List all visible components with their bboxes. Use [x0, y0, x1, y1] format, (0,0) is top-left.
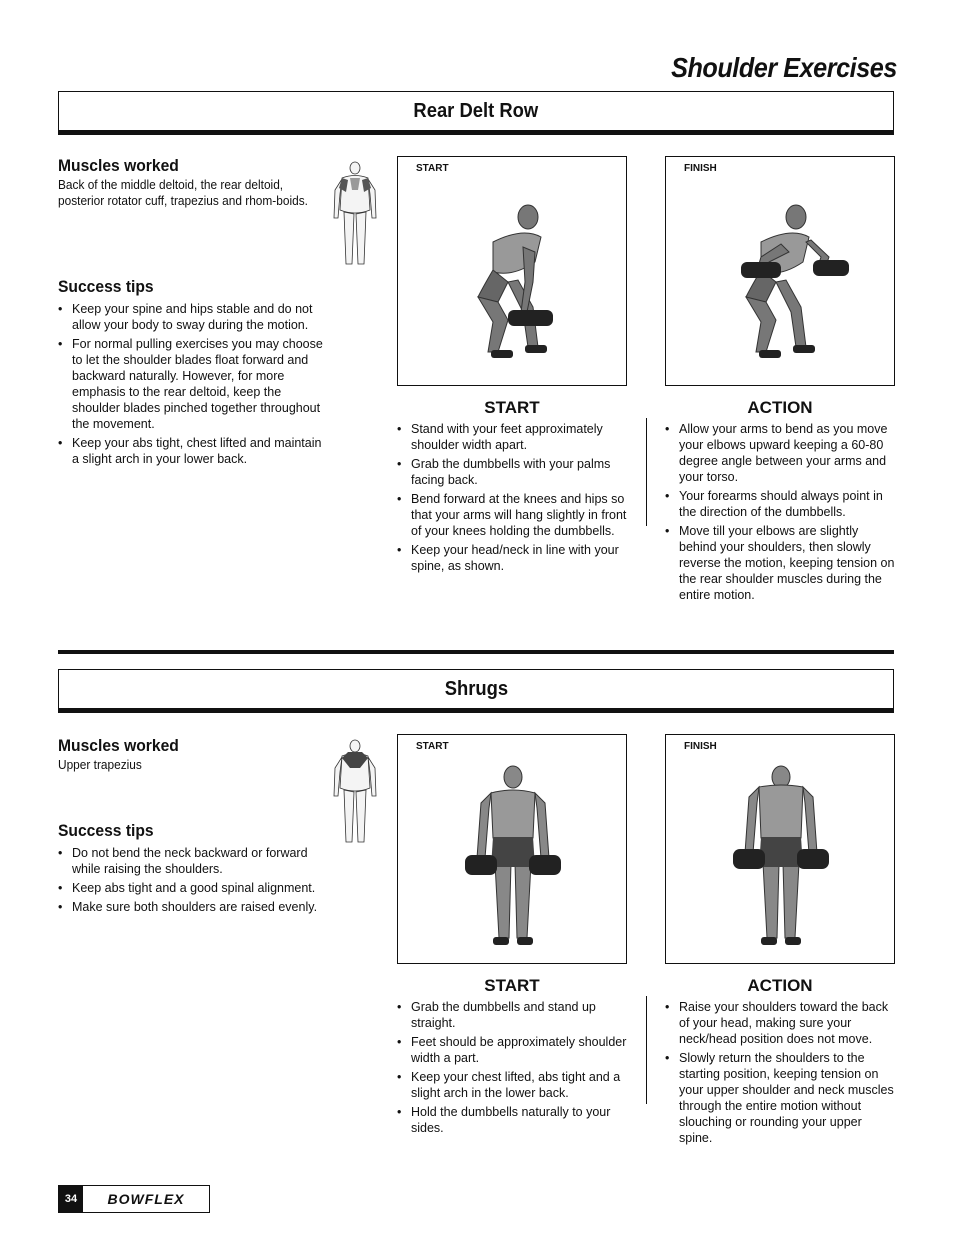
list-item: • Your forearms should always point in the direction of the dumbbells.	[665, 488, 897, 520]
column-divider	[646, 418, 647, 526]
start-heading: START	[484, 398, 540, 417]
section-title: Rear Delt Row	[413, 99, 539, 122]
rear-delt-row-finish-figure	[721, 202, 851, 372]
section-title: Shrugs	[444, 677, 508, 700]
success-tips-list	[58, 845, 338, 918]
list-item: • Bend forward at the knees and hips so that your arms will hang slightly in front of your knees holding the dumbbells.	[397, 491, 627, 539]
list-item: • Stand with your feet approximately shoulder width apart.	[397, 421, 627, 453]
finish-photo	[665, 156, 895, 386]
success-tips-list	[58, 301, 328, 470]
page-title: Shoulder Exercises	[671, 52, 897, 83]
muscles-worked-text: Back of the middle deltoid, the rear deltoid, posterior rotator cuff, trapezius and rhom-boids.	[58, 178, 308, 208]
muscles-worked-text: Upper trapezius	[58, 758, 142, 772]
list-item: • Keep your abs tight, chest lifted and maintain a slight arch in your lower back.	[58, 435, 328, 467]
page-footer	[58, 1185, 210, 1213]
list-item: • Allow your arms to bend as you move your elbows upward keeping a 60-80 degree angle between your arms and your torso.	[665, 421, 897, 485]
list-item: • Grab the dumbbells with your palms facing back.	[397, 456, 627, 488]
action-heading: ACTION	[747, 398, 813, 417]
finish-photo	[665, 734, 895, 964]
list-item: • Move till your elbows are slightly behind your shoulders, then slowly reverse the motion, keeping tension on the rear shoulder muscles during the entire motion.	[665, 523, 897, 603]
list-item: • Raise your shoulders toward the back of your head, making sure your neck/head position does not move.	[665, 999, 897, 1047]
section-header-shrugs	[58, 669, 894, 713]
muscles-worked-heading: Muscles worked	[58, 156, 179, 175]
list-item: • Hold the dumbbells naturally to your sides.	[397, 1104, 627, 1136]
list-item: • Grab the dumbbells and stand up straight.	[397, 999, 627, 1031]
list-item: • For normal pulling exercises you may choose to let the shoulder blades float forward and backward naturally. However, for more emphasis to the rear deltoid, keep the shoulder blades pinched together throughout the movement.	[58, 336, 328, 432]
muscles-worked-heading: Muscles worked	[58, 736, 179, 755]
photo-label-start: START	[416, 163, 449, 174]
photo-label-finish: FINISH	[684, 163, 717, 174]
list-item: • Keep your head/neck in line with your spine, as shown.	[397, 542, 627, 574]
photo-label-start: START	[416, 741, 449, 752]
anatomy-figure-icon	[330, 160, 380, 268]
list-item: • Keep your spine and hips stable and do not allow your body to sway during the motion.	[58, 301, 328, 333]
action-steps-list	[665, 421, 897, 606]
start-photo	[397, 734, 627, 964]
list-item: • Make sure both shoulders are raised evenly.	[58, 899, 338, 915]
brand-logo: BOWFLEX	[107, 1191, 185, 1207]
start-steps-list	[397, 421, 627, 577]
page-number: 34	[59, 1186, 83, 1212]
success-tips-heading: Success tips	[58, 821, 154, 840]
shrugs-finish-figure	[731, 763, 831, 958]
rear-delt-row-start-figure	[453, 202, 573, 372]
action-heading: ACTION	[747, 976, 813, 995]
list-item: • Do not bend the neck backward or forward while raising the shoulders.	[58, 845, 338, 877]
anatomy-figure-icon	[330, 738, 380, 846]
list-item: • Feet should be approximately shoulder width a part.	[397, 1034, 627, 1066]
shrugs-start-figure	[463, 763, 563, 958]
list-item: • Keep your chest lifted, abs tight and a slight arch in the lower back.	[397, 1069, 627, 1101]
list-item: • Keep abs tight and a good spinal alignment.	[58, 880, 338, 896]
start-photo	[397, 156, 627, 386]
action-steps-list	[665, 999, 897, 1149]
column-divider	[646, 996, 647, 1104]
section-header-rear-delt-row	[58, 91, 894, 135]
success-tips-heading: Success tips	[58, 277, 154, 296]
list-item: • Slowly return the shoulders to the starting position, keeping tension on your upper shoulder and neck muscles through the entire motion without slouching or rounding your upper spine.	[665, 1050, 897, 1146]
photo-label-finish: FINISH	[684, 741, 717, 752]
start-heading: START	[484, 976, 540, 995]
section-divider	[58, 650, 894, 654]
start-steps-list	[397, 999, 627, 1139]
